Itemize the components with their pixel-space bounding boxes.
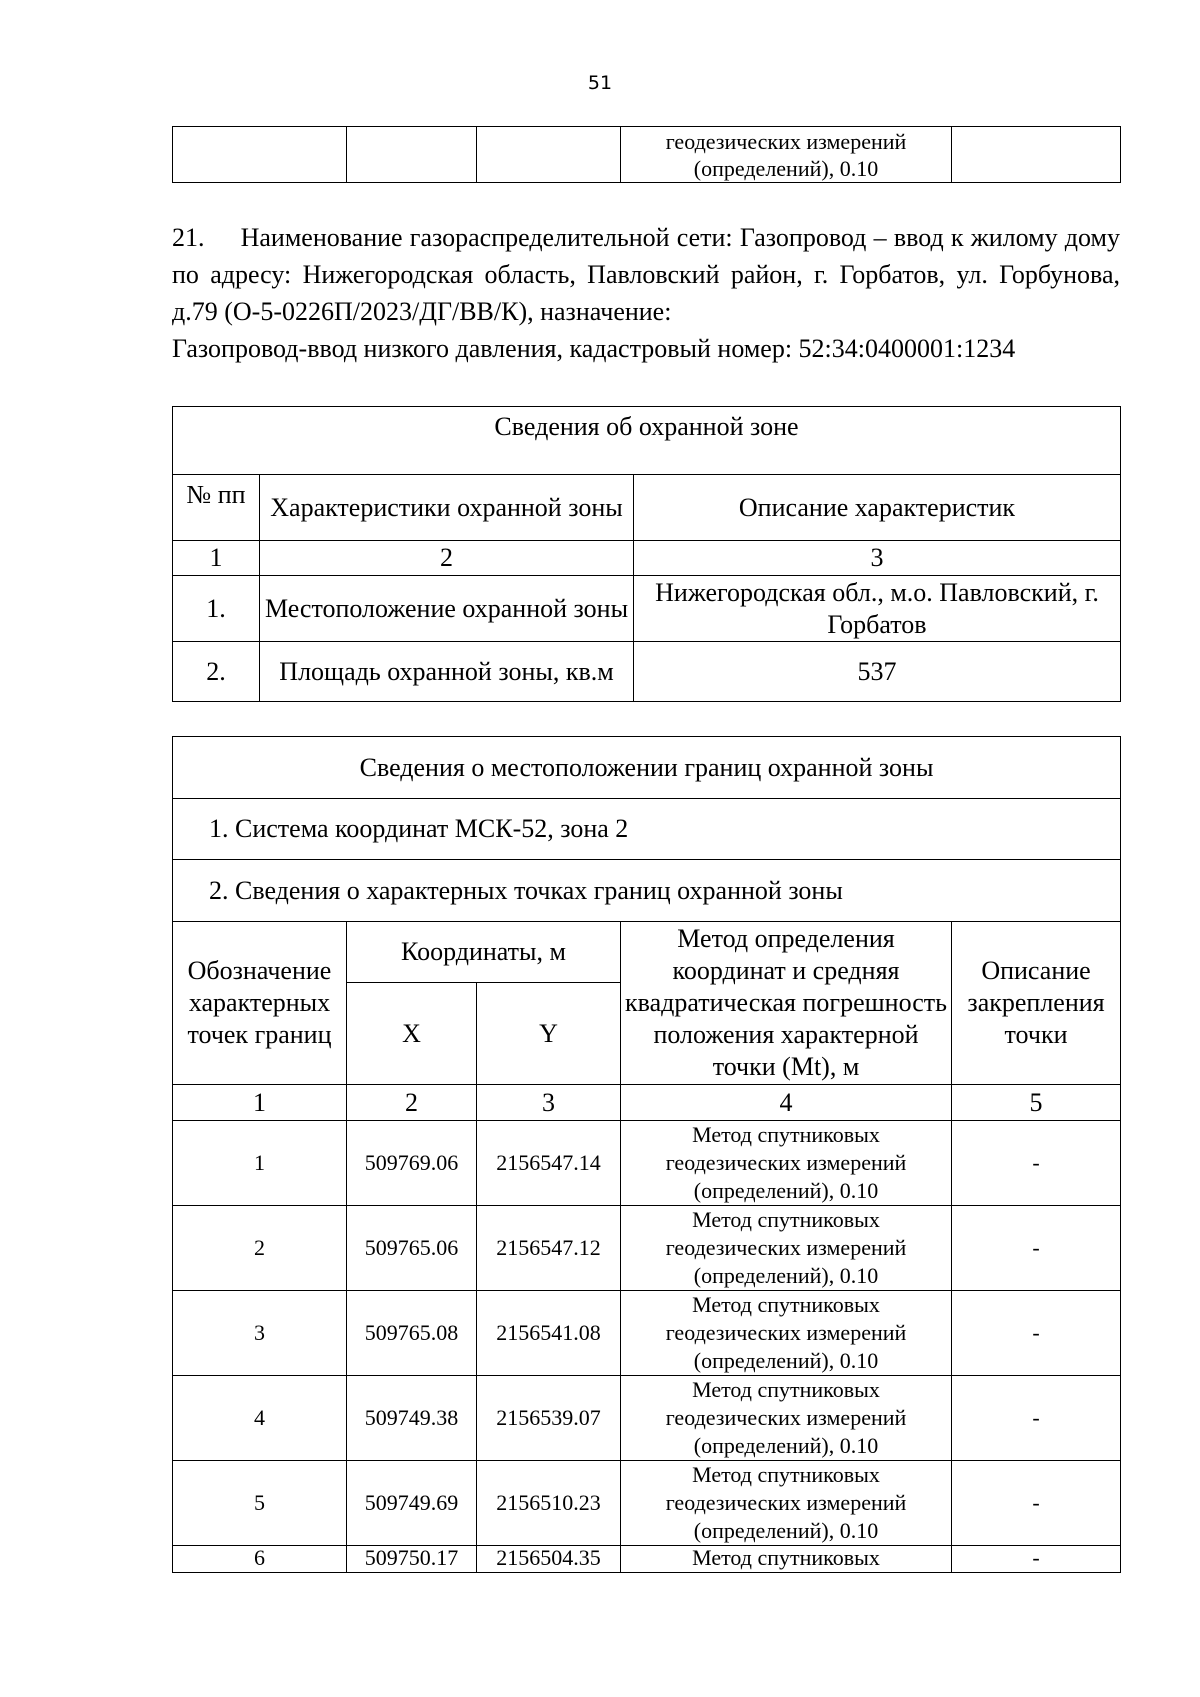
point-method xyxy=(621,1376,952,1461)
column-number: 3 xyxy=(634,541,1121,576)
method-line: Метод спутниковых xyxy=(692,1377,880,1402)
table-row xyxy=(173,1121,1121,1206)
method-line: (определений), 0.10 xyxy=(693,1518,879,1543)
method-line: геодезических измерений xyxy=(665,128,907,154)
row-number: 2. xyxy=(173,642,260,702)
point-y: 2156504.35 xyxy=(477,1546,621,1573)
point-x: 509750.17 xyxy=(347,1546,477,1573)
page-number: 51 xyxy=(587,72,613,94)
method-line: геодезических измерений xyxy=(665,1320,907,1345)
table-cell xyxy=(347,127,477,183)
column-header: № пп xyxy=(173,475,260,541)
table-cell xyxy=(952,127,1121,183)
column-header: Описание характеристик xyxy=(634,475,1121,541)
row-characteristic: Местоположение охранной зоны xyxy=(260,576,634,642)
point-fixing: - xyxy=(952,1206,1121,1291)
column-header-coords: Координаты, м xyxy=(347,922,621,983)
row-number: 1. xyxy=(173,576,260,642)
point-id: 2 xyxy=(173,1206,347,1291)
point-fixing: - xyxy=(952,1376,1121,1461)
point-fixing: - xyxy=(952,1121,1121,1206)
column-number: 4 xyxy=(621,1085,952,1121)
table-row xyxy=(173,1206,1121,1291)
table-row xyxy=(173,642,1121,702)
zone-info-table xyxy=(172,406,1121,702)
row-description: Нижегородская обл., м.о. Павловский, г. Горбатов xyxy=(634,576,1121,642)
method-line: геодезических измерений xyxy=(665,1150,907,1175)
point-method xyxy=(621,1461,952,1546)
row-characteristic: Площадь охранной зоны, кв.м xyxy=(260,642,634,702)
point-id: 6 xyxy=(173,1546,347,1573)
point-fixing: - xyxy=(952,1291,1121,1376)
column-number: 3 xyxy=(477,1085,621,1121)
column-header-fixing: Описание закрепления точки xyxy=(952,922,1121,1085)
table-row xyxy=(173,1291,1121,1376)
point-id: 4 xyxy=(173,1376,347,1461)
column-header: Характеристики охранной зоны xyxy=(260,475,634,541)
column-header-y: Y xyxy=(477,983,621,1085)
method-line: геодезических измерений xyxy=(665,1235,907,1260)
boundary-points-table xyxy=(172,736,1121,1573)
section-last-line: Газопровод-ввод низкого давления, кадастровый номер: 52:34:0400001:1234 xyxy=(172,334,1016,363)
point-id: 3 xyxy=(173,1291,347,1376)
section-paragraph xyxy=(172,219,1120,367)
method-line: (определений), 0.10 xyxy=(693,155,879,181)
method-line: (определений), 0.10 xyxy=(693,1433,879,1458)
point-id: 5 xyxy=(173,1461,347,1546)
column-number: 5 xyxy=(952,1085,1121,1121)
table-cell xyxy=(173,127,347,183)
point-y: 2156510.23 xyxy=(477,1461,621,1546)
column-header-method: Метод определения координат и средняя квадратическая погрешность положения характерной точки (Mt), м xyxy=(621,922,952,1085)
point-fixing: - xyxy=(952,1461,1121,1546)
point-y: 2156547.14 xyxy=(477,1121,621,1206)
method-line: Метод спутниковых xyxy=(692,1545,880,1570)
continuation-table xyxy=(172,126,1121,183)
points-title: 2. Сведения о характерных точках границ охранной зоны xyxy=(173,860,1121,922)
table-row xyxy=(173,1461,1121,1546)
point-x: 509765.08 xyxy=(347,1291,477,1376)
column-header-designation: Обозначение характерных точек границ xyxy=(173,922,347,1085)
column-number: 1 xyxy=(173,1085,347,1121)
table-cell xyxy=(477,127,621,183)
table-row xyxy=(173,1546,1121,1573)
section-text: 21. Наименование газораспределительной сети: Газопровод – ввод к жилому дому по адресу: Нижегородская область, Павловский район, г. Горбатов, ул. Горбунова, д.79 (О-5-0226П/2023/ДГ/ВВ/К), назначение: xyxy=(172,223,1120,326)
coordinate-system: 1. Система координат МСК-52, зона 2 xyxy=(173,799,1121,860)
point-method xyxy=(621,1121,952,1206)
column-number: 2 xyxy=(347,1085,477,1121)
point-fixing: - xyxy=(952,1546,1121,1573)
continuation-row xyxy=(173,127,1121,183)
method-line: Метод спутниковых xyxy=(692,1122,880,1147)
table-row xyxy=(173,1376,1121,1461)
column-number: 1 xyxy=(173,541,260,576)
method-line: геодезических измерений xyxy=(665,1405,907,1430)
point-id: 1 xyxy=(173,1121,347,1206)
point-x: 509769.06 xyxy=(347,1121,477,1206)
method-line: (определений), 0.10 xyxy=(693,1348,879,1373)
point-method xyxy=(621,1206,952,1291)
table-row xyxy=(173,576,1121,642)
method-line: геодезических измерений xyxy=(665,1490,907,1515)
column-header-x: X xyxy=(347,983,477,1085)
method-line: (определений), 0.10 xyxy=(693,1178,879,1203)
method-line: Метод спутниковых xyxy=(692,1462,880,1487)
point-method xyxy=(621,1546,952,1573)
table-title: Сведения о местоположении границ охранной зоны xyxy=(173,737,1121,799)
row-description: 537 xyxy=(634,642,1121,702)
method-line: Метод спутниковых xyxy=(692,1292,880,1317)
point-y: 2156539.07 xyxy=(477,1376,621,1461)
point-x: 509749.69 xyxy=(347,1461,477,1546)
point-x: 509749.38 xyxy=(347,1376,477,1461)
method-line: (определений), 0.10 xyxy=(693,1263,879,1288)
point-y: 2156541.08 xyxy=(477,1291,621,1376)
point-y: 2156547.12 xyxy=(477,1206,621,1291)
point-x: 509765.06 xyxy=(347,1206,477,1291)
method-cell xyxy=(621,127,952,183)
table-title: Сведения об охранной зоне xyxy=(173,407,1121,475)
point-method xyxy=(621,1291,952,1376)
column-number: 2 xyxy=(260,541,634,576)
method-line: Метод спутниковых xyxy=(692,1207,880,1232)
